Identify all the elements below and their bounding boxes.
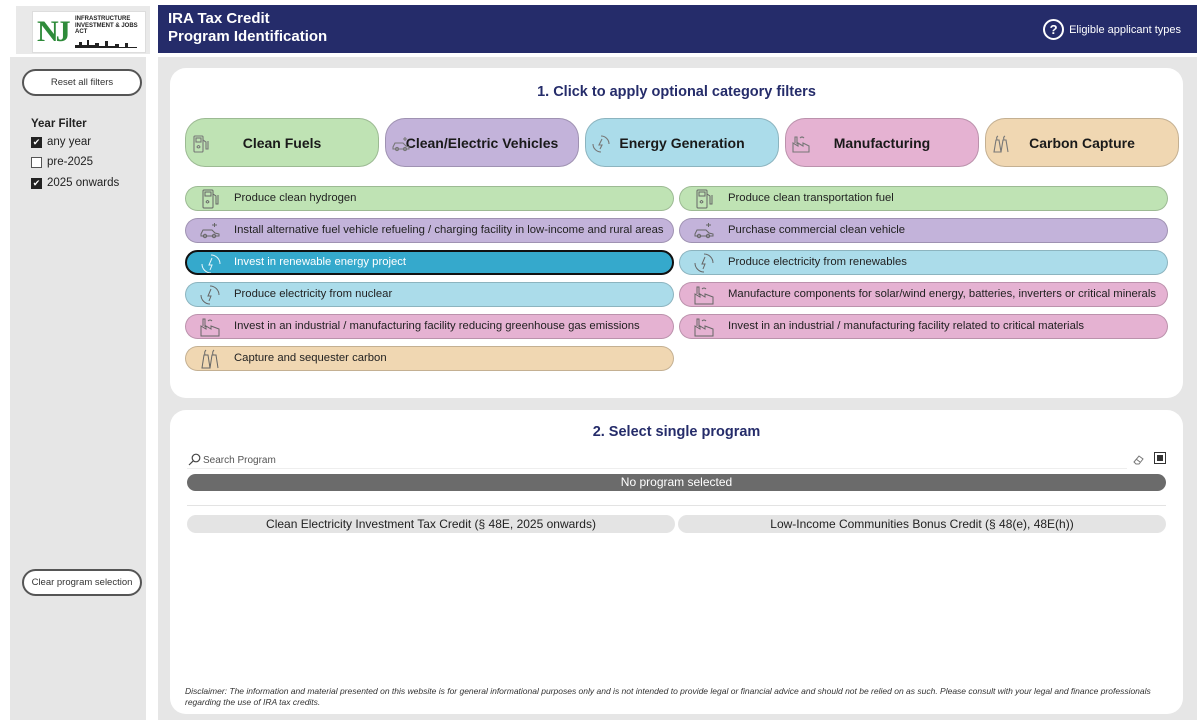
help-icon: ? [1043, 19, 1064, 40]
fuel-pump-icon [693, 188, 715, 210]
eraser-icon[interactable] [1133, 454, 1144, 465]
category-clean-electric-vehicles[interactable]: Clean/Electric Vehicles [385, 118, 579, 167]
electric-car-icon [391, 134, 411, 154]
search-input[interactable] [203, 451, 1103, 469]
iija-logo [32, 11, 146, 53]
selected-program-status: No program selected [187, 474, 1166, 491]
program-item[interactable]: Low-Income Communities Bonus Credit (§ 48(e), 48E(h)) [678, 515, 1166, 533]
option-produce-electricity-from-nuclear[interactable]: Produce electricity from nuclear [185, 282, 674, 307]
search-icon [188, 453, 201, 466]
factory-icon [791, 134, 811, 154]
option-produce-electricity-from-renewables[interactable]: Produce electricity from renewables [679, 250, 1168, 275]
reset-filters-button[interactable]: Reset all filters [22, 69, 142, 96]
year-option-2025-onwards[interactable]: ✔ 2025 onwards [32, 177, 120, 189]
option-purchase-commercial-clean-vehicle[interactable]: Purchase commercial clean vehicle [679, 218, 1168, 243]
logo-area [16, 6, 150, 54]
search-bar [187, 451, 1127, 469]
category-carbon-capture[interactable]: Carbon Capture [985, 118, 1179, 167]
carbon-capture-icon [991, 134, 1011, 154]
renewable-energy-icon [591, 134, 611, 154]
help-label: Eligible applicant types [1069, 23, 1181, 36]
page-title: IRA Tax Credit Program Identification [168, 10, 328, 45]
factory-icon [693, 316, 715, 338]
year-option-pre-2025[interactable]: pre-2025 [31, 156, 93, 168]
renewable-energy-icon [693, 252, 715, 274]
checkbox[interactable]: ✔ [32, 177, 41, 188]
skyline-icon [75, 38, 137, 48]
logo-text: INFRASTRUCTURE INVESTMENT & JOBS ACT [75, 16, 138, 35]
divider [187, 505, 1166, 506]
option-invest-facility-critical-materials[interactable]: Invest in an industrial / manufacturing facility related to critical materials [679, 314, 1168, 339]
checkbox[interactable]: ✔ [32, 136, 41, 147]
nj-logo-mark: NJ [37, 15, 68, 48]
category-energy-generation[interactable]: Energy Generation [585, 118, 779, 167]
category-filter-title: 1. Click to apply optional category filters [537, 84, 816, 100]
factory-icon [693, 284, 715, 306]
program-selection-title: 2. Select single program [592, 424, 761, 440]
eligible-applicant-types-button[interactable] [1043, 19, 1181, 40]
category-manufacturing[interactable]: Manufacturing [785, 118, 979, 167]
year-option-any[interactable]: ✔ any year [32, 136, 92, 148]
select-all-icon[interactable] [1154, 452, 1166, 464]
renewable-energy-icon [199, 284, 221, 306]
app-header [158, 5, 1197, 53]
option-produce-clean-transportation-fuel[interactable]: Produce clean transportation fuel [679, 186, 1168, 211]
option-produce-clean-hydrogen[interactable]: Produce clean hydrogen [185, 186, 674, 211]
fuel-pump-icon [191, 134, 211, 154]
option-install-alt-fuel-charging-facility[interactable]: Install alternative fuel vehicle refueling / charging facility in low-income and rural areas [185, 218, 674, 243]
fuel-pump-icon [199, 188, 221, 210]
option-capture-and-sequester-carbon[interactable]: Capture and sequester carbon [185, 346, 674, 371]
program-item[interactable]: Clean Electricity Investment Tax Credit (§ 48E, 2025 onwards) [187, 515, 675, 533]
checkbox[interactable] [31, 157, 42, 168]
electric-car-icon [693, 220, 715, 242]
renewable-energy-icon [200, 253, 222, 275]
factory-icon [199, 316, 221, 338]
option-invest-in-renewable-energy-project[interactable]: Invest in renewable energy project [185, 250, 674, 275]
electric-car-icon [199, 220, 221, 242]
year-filter-title: Year Filter [31, 118, 87, 130]
option-manufacture-components[interactable]: Manufacture components for solar/wind energy, batteries, inverters or critical minerals [679, 282, 1168, 307]
filter-sidebar [10, 57, 146, 720]
carbon-capture-icon [199, 348, 221, 370]
category-clean-fuels[interactable]: Clean Fuels [185, 118, 379, 167]
clear-program-selection-button[interactable]: Clear program selection [22, 569, 142, 596]
option-invest-facility-reducing-ghg[interactable]: Invest in an industrial / manufacturing facility reducing greenhouse gas emissions [185, 314, 674, 339]
disclaimer: Disclaimer: The information and material presented on this website is for general informational purposes only and is not intended to provide legal or financial advice and should not be relied on as such. Please consult with your legal and finance professionals regarding the use of IRA tax credits. [185, 686, 1151, 707]
